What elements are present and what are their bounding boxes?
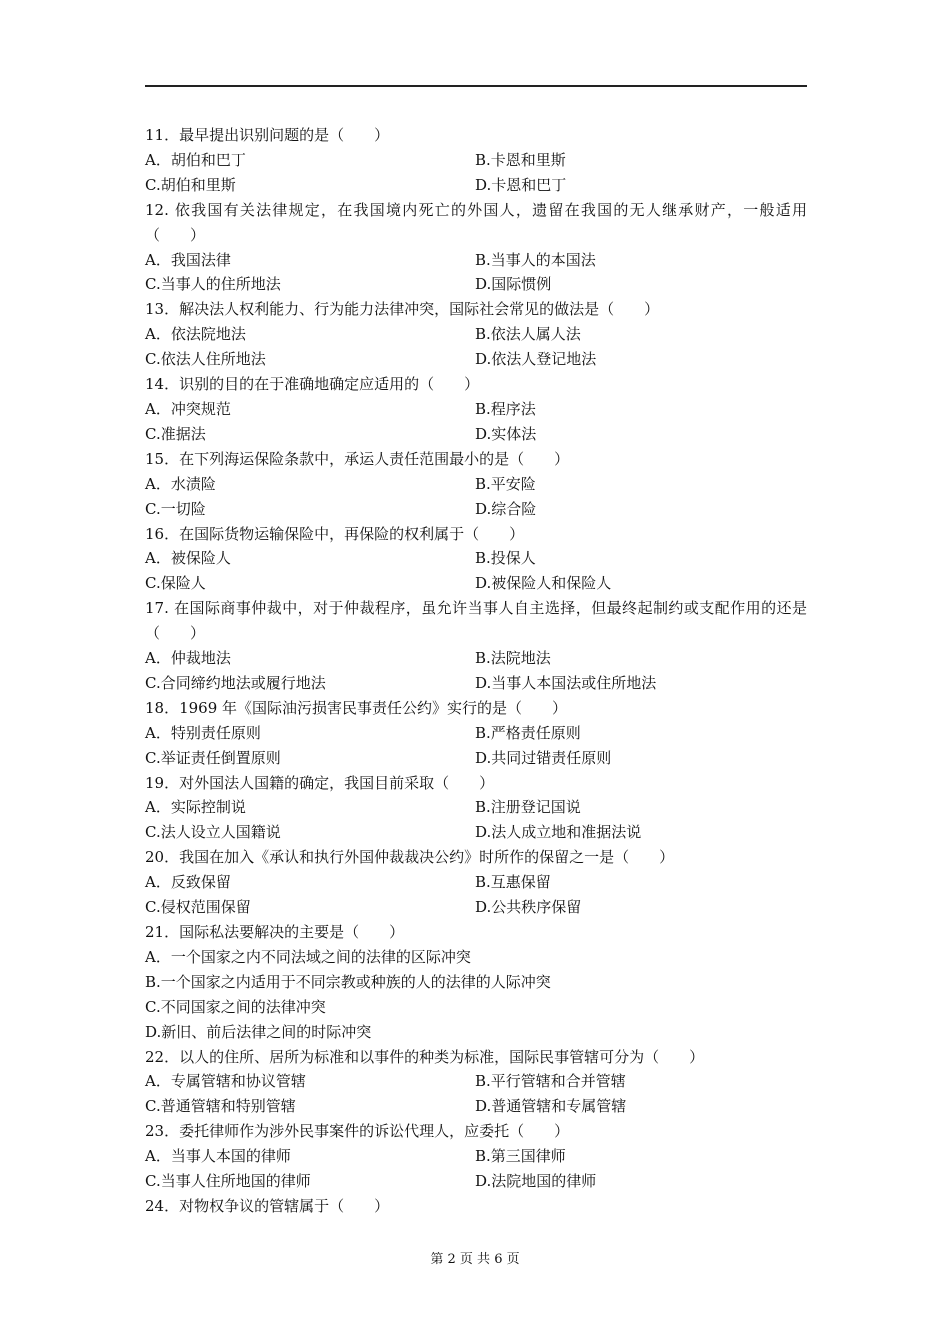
option-c: C.准据法	[145, 424, 206, 443]
option-a: A．依法院地法	[145, 325, 246, 344]
options-row	[145, 248, 807, 273]
question-22: 22．以人的住所、居所为标准和以事件的种类为标准，国际民事管辖可分为（ ）	[145, 1047, 705, 1066]
option-d: D.新旧、前后法律之间的时际冲突	[145, 1022, 372, 1041]
options-row	[145, 397, 807, 422]
page-footer: 第 2 页 共 6 页	[430, 1252, 520, 1267]
options-row	[145, 795, 807, 820]
option-d: D.法人成立地和准据法说	[475, 823, 642, 842]
option-c: C.法人设立人国籍说	[145, 823, 281, 842]
option-c: C.当事人住所地国的律师	[145, 1172, 311, 1191]
question-14: 14．识别的目的在于准确地确定应适用的（ ）	[145, 375, 480, 394]
option-a: A．实际控制说	[145, 798, 246, 817]
question-21: 21．国际私法要解决的主要是（ ）	[145, 923, 405, 941]
question-15: 15．在下列海运保险条款中，承运人责任范围最小的是（ ）	[145, 449, 570, 468]
option-d: D.普通管辖和专属管辖	[475, 1097, 627, 1116]
question-23: 23．委托律师作为涉外民事案件的诉讼代理人，应委托（ ）	[145, 1122, 570, 1141]
option-b: B.第三国律师	[475, 1147, 566, 1166]
question-11: 11．最早提出识别问题的是（ ）	[145, 126, 390, 144]
option-a: A．我国法律	[145, 250, 231, 269]
option-c: C.依法人住所地法	[145, 350, 266, 369]
question-list	[145, 123, 807, 1219]
option-a: A．专属管辖和协议管辖	[145, 1072, 306, 1091]
question-19: 19．对外国法人国籍的确定，我国目前采取（ ）	[145, 773, 495, 792]
option-a: A．一个国家之内不同法域之间的法律的区际冲突	[145, 947, 471, 966]
option-c: C.普通管辖和特别管辖	[145, 1097, 296, 1116]
option-a: A．胡伯和巴丁	[145, 150, 246, 169]
option-c: C.保险人	[145, 574, 206, 593]
option-b: B.投保人	[475, 549, 536, 568]
option-a: A．被保险人	[145, 549, 231, 568]
question-20: 20．我国在加入《承认和执行外国仲裁裁决公约》时所作的保留之一是（ ）	[145, 848, 675, 867]
option-c: C.一切险	[145, 499, 206, 518]
option-a: A．冲突规范	[145, 399, 231, 418]
option-b: B.注册登记国说	[475, 798, 581, 817]
options-row	[145, 571, 807, 596]
question-24: 24．对物权争议的管辖属于（ ）	[145, 1196, 390, 1215]
options-row	[145, 646, 807, 671]
option-a: A．当事人本国的律师	[145, 1147, 291, 1166]
options-row	[145, 497, 807, 522]
question-17: 17. 在国际商事仲裁中，对于仲裁程序，虽允许当事人自主选择，但最终起制约或支配作用的还是（ ）	[145, 599, 807, 643]
option-b: B.依法人属人法	[475, 325, 581, 344]
option-b: B.严格责任原则	[475, 723, 581, 742]
option-b: B.当事人的本国法	[475, 250, 596, 269]
options-row	[145, 721, 807, 746]
options-row	[145, 472, 807, 497]
option-a: A．水渍险	[145, 474, 216, 493]
options-row	[145, 671, 807, 696]
option-a: A．仲裁地法	[145, 649, 231, 668]
option-b: B.一个国家之内适用于不同宗教或种族的人的法律的人际冲突	[145, 972, 551, 991]
option-b: B.卡恩和里斯	[475, 150, 566, 169]
option-c: C.胡伯和里斯	[145, 175, 236, 194]
options-row	[145, 895, 807, 920]
options-row	[145, 1144, 807, 1169]
option-c: C.不同国家之间的法律冲突	[145, 997, 326, 1016]
option-d: D.被保险人和保险人	[475, 574, 612, 593]
options-row	[145, 272, 807, 297]
options-row	[145, 148, 807, 173]
options-row	[145, 347, 807, 372]
question-13: 13．解决法人权利能力、行为能力法律冲突，国际社会常见的做法是（ ）	[145, 300, 660, 319]
options-row	[145, 546, 807, 571]
option-d: D.卡恩和巴丁	[475, 175, 567, 194]
option-d: D.共同过错责任原则	[475, 748, 612, 767]
option-b: B.互惠保留	[475, 873, 551, 892]
option-d: D.实体法	[475, 424, 537, 443]
option-c: C.合同缔约地法或履行地法	[145, 673, 326, 692]
option-d: D.公共秩序保留	[475, 898, 582, 917]
header-rule	[145, 85, 807, 87]
option-b: B.程序法	[475, 399, 536, 418]
option-b: B.平安险	[475, 474, 536, 493]
option-d: D.综合险	[475, 499, 537, 518]
option-b: B.法院地法	[475, 649, 551, 668]
option-a: A．特别责任原则	[145, 723, 261, 742]
options-row	[145, 820, 807, 845]
option-d: D.依法人登记地法	[475, 350, 597, 369]
question-18: 18．1969 年《国际油污损害民事责任公约》实行的是（ ）	[145, 698, 568, 717]
option-c: C.举证责任倒置原则	[145, 748, 281, 767]
option-d: D.法院地国的律师	[475, 1172, 597, 1191]
option-a: A．反致保留	[145, 873, 231, 892]
option-d: D.国际惯例	[475, 275, 552, 294]
question-16: 16．在国际货物运输保险中，再保险的权利属于（ ）	[145, 524, 525, 543]
options-row	[145, 1169, 807, 1194]
options-row	[145, 870, 807, 895]
option-c: C.侵权范围保留	[145, 898, 251, 917]
options-row	[145, 322, 807, 347]
options-row	[145, 746, 807, 771]
options-row	[145, 1069, 807, 1094]
options-row	[145, 173, 807, 198]
option-b: B.平行管辖和合并管辖	[475, 1072, 626, 1091]
option-d: D.当事人本国法或住所地法	[475, 673, 657, 692]
question-12: 12. 依我国有关法律规定，在我国境内死亡的外国人，遗留在我国的无人继承财产，一般适用（ ）	[145, 200, 807, 244]
option-c: C.当事人的住所地法	[145, 275, 281, 294]
options-row	[145, 422, 807, 447]
options-row	[145, 1094, 807, 1119]
